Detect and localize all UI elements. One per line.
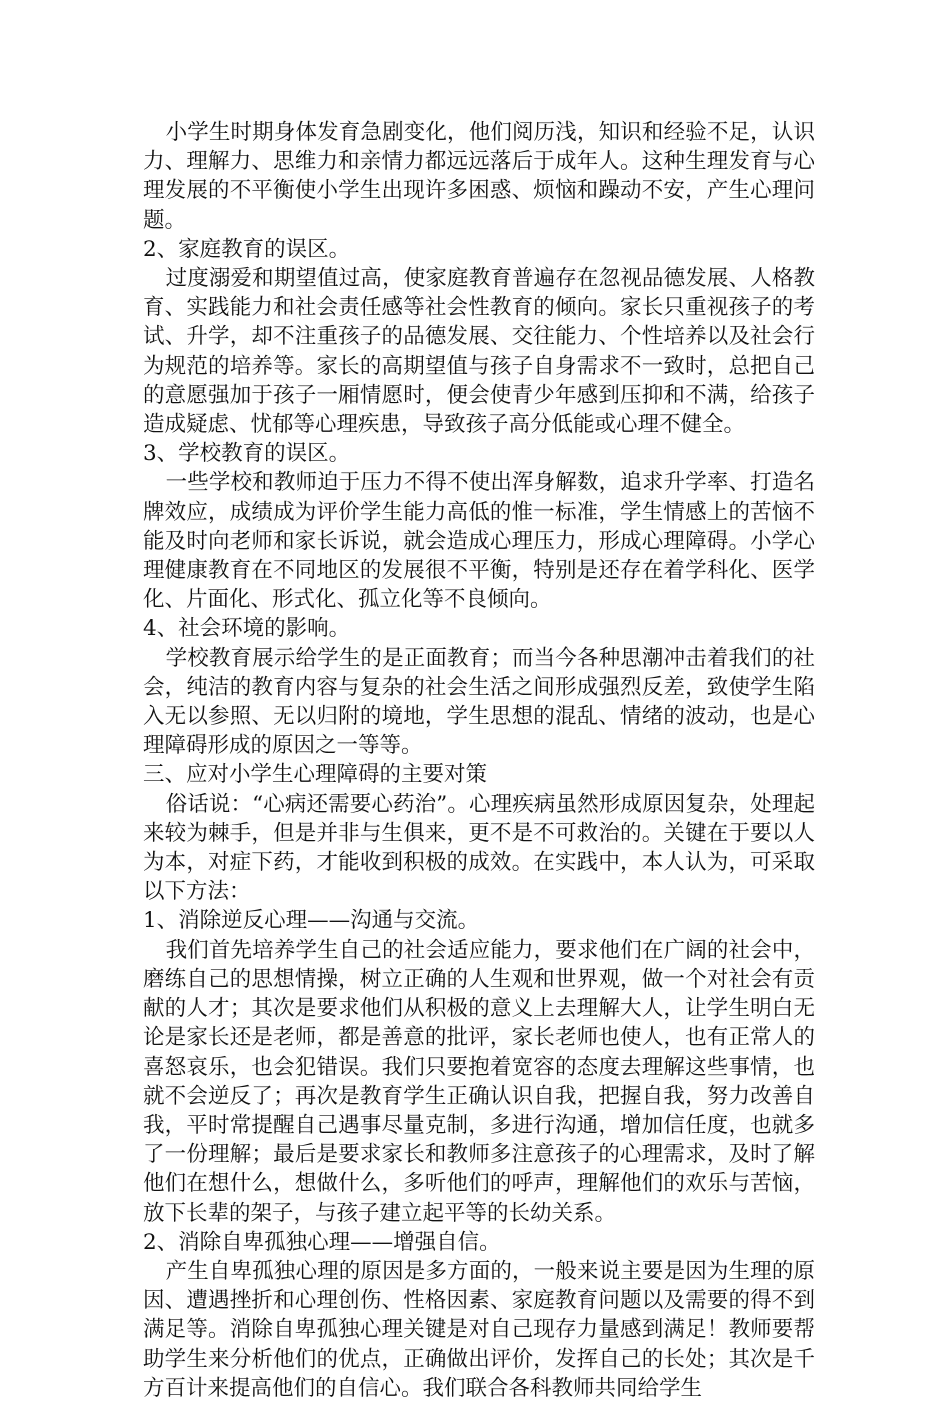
heading-inferiority-loneliness: 2、消除自卑孤独心理——增强自信。: [143, 1229, 501, 1255]
heading-school-education: 3、学校教育的误区。: [143, 441, 351, 467]
paragraph-family-education: 过度溺爱和期望值过高，使家庭教育普遍存在忽视品德发展、人格教育、实践能力和社会责任感等社会性教育的倾向。家长只重视孩子的考试、升学，却不注重孩子的品德发展、交往能力、个性培养以及社会行为规范的培养等。家长的高期望值与孩子自身需求不一致时，总把自己的意愿强加于孩子一厢情愿时，便会使青少年感到压抑和不满，给孩子造成疑虑、忧郁等心理疾患，导致孩子高分低能或心理不健全。: [143, 266, 815, 438]
paragraph-rebellious-psychology: 我们首先培养学生自己的社会适应能力，要求他们在广阔的社会中，磨练自己的思想情操，树立正确的人生观和世界观，做一个对社会有贡献的人才；其次是要求他们从积极的意义上去理解大人，让学生明白无论是家长还是老师，都是善意的批评，家长老师也使人，也有正常人的喜怒哀乐，也会犯错误。我们只要抱着宽容的态度去理解这些事情，也就不会逆反了；再次是教育学生正确认识自我，把握自我，努力改善自我，平时常提醒自己遇事尽量克制，多进行沟通，增加信任度，也就多了一份理解；最后是要求家长和教师多注意孩子的心理需求，及时了解他们在想什么，想做什么，多听他们的呼声，理解他们的欢乐与苦恼，放下长辈的架子，与孩子建立起平等的长幼关系。: [143, 937, 815, 1226]
paragraph-countermeasures-intro: 俗话说：“心病还需要心药治”。心理疾病虽然形成原因复杂，处理起来较为棘手，但是并非与生俱来，更不是不可救治的。关键在于要以人为本，对症下药，才能收到积极的成效。在实践中，本人认为，可采取以下方法：: [143, 791, 815, 905]
heading-countermeasures: 三、应对小学生心理障碍的主要对策: [143, 762, 488, 788]
heading-rebellious-psychology: 1、消除逆反心理——沟通与交流。: [143, 908, 480, 934]
paragraph-social-environment: 学校教育展示给学生的是正面教育；而当今各种思潮冲击着我们的社会，纯洁的教育内容与复杂的社会生活之间形成强烈反差，致使学生陷入无以参照、无以归附的境地，学生思想的混乱、情绪的波动，也是心理障碍形成的原因之一等等。: [143, 645, 815, 759]
heading-social-environment: 4、社会环境的影响。: [143, 616, 351, 642]
document-page: [143, 118, 815, 1403]
paragraph-physiology: 小学生时期身体发育急剧变化，他们阅历浅，知识和经验不足，认识力、理解力、思维力和亲情力都远远落后于成年人。这种生理发育与心理发展的不平衡使小学生出现许多困惑、烦恼和躁动不安，产生心理问题。: [143, 120, 815, 233]
heading-family-education: 2、家庭教育的误区。: [143, 236, 351, 262]
paragraph-inferiority-loneliness: 产生自卑孤独心理的原因是多方面的，一般来说主要是因为生理的原因、遭遇挫折和心理创伤、性格因素、家庭教育问题以及需要的得不到满足等。消除自卑孤独心理关键是对自己现存力量感到满足！教师要帮助学生来分析他们的优点，正确做出评价，发挥自己的长处；其次是千方百计来提高他们的自信心。我们联合各科教师共同给学生: [143, 1258, 815, 1401]
paragraph-school-education: 一些学校和教师迫于压力不得不使出浑身解数，追求升学率、打造名牌效应，成绩成为评价学生能力高低的惟一标准，学生情感上的苦恼不能及时向老师和家长诉说，就会造成心理压力，形成心理障碍。小学心理健康教育在不同地区的发展很不平衡，特别是还存在着学科化、医学化、片面化、形式化、孤立化等不良倾向。: [143, 470, 815, 613]
